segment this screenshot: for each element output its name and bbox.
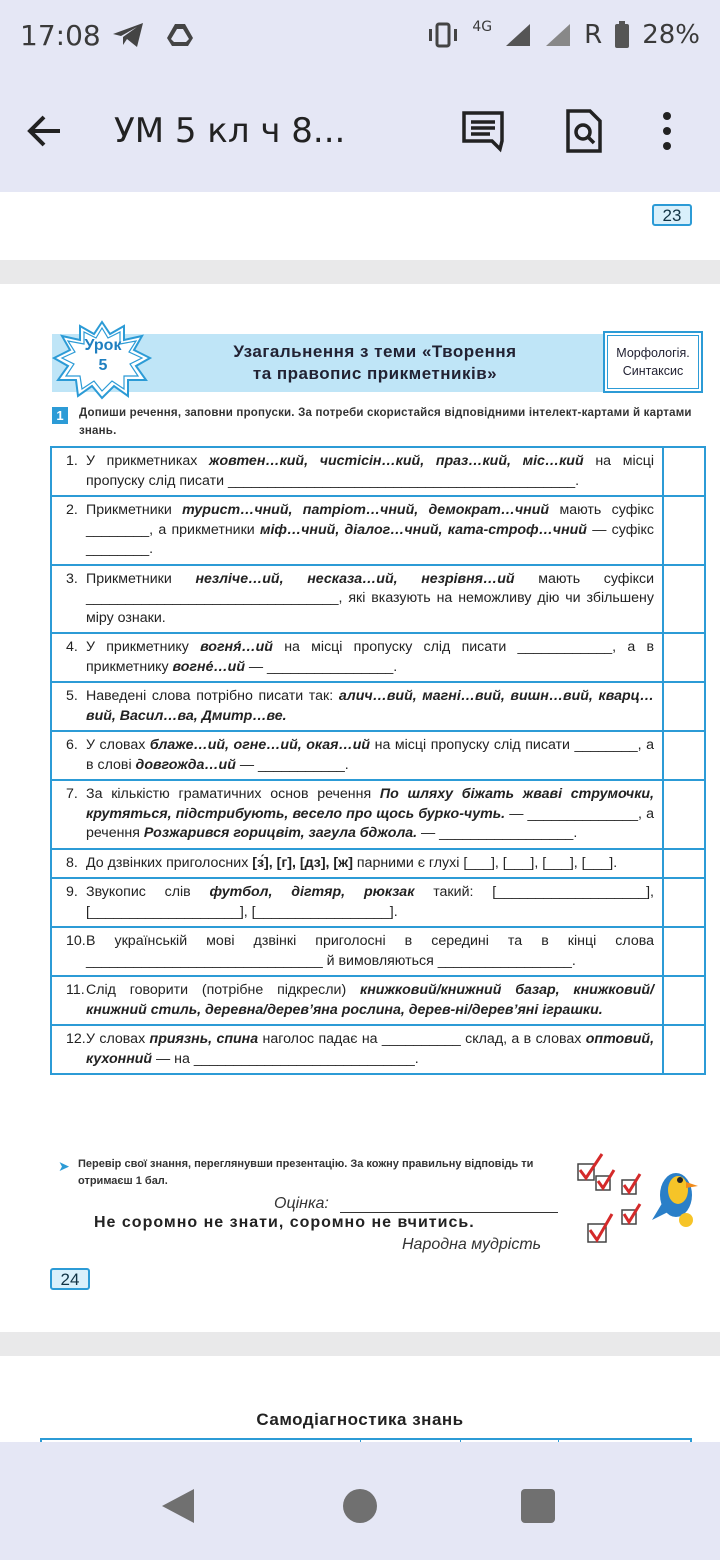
status-bar (0, 0, 720, 70)
question-body: У словах блаже…ий, огне…ий, окая…ий на місці пропуску слід писати ________, а в слові довгожда…ий — ___________. (86, 737, 654, 773)
more-options-icon[interactable] (662, 111, 672, 151)
question-number: 1. (66, 453, 78, 469)
checkmarks-bird-illustration (574, 1150, 704, 1260)
question-number: 6. (66, 737, 78, 753)
question-text (52, 732, 664, 779)
score-cell (664, 977, 704, 1024)
question-text (52, 850, 664, 878)
question-number: 5. (66, 688, 78, 704)
roaming-indicator: R (584, 20, 603, 50)
lesson-title (150, 341, 600, 385)
lesson-badge-number: 5 (98, 357, 108, 374)
network-type: 4G (472, 19, 493, 35)
battery-icon (614, 21, 630, 49)
question-body: Прикметники незліче…ий, несказа…ий, незрівня…ий мають суфікси ________________________________, які вказують на неможливу дію чи збільшену міру ознаки. (86, 570, 654, 626)
comments-icon[interactable] (460, 109, 506, 153)
status-time: 17:08 (20, 18, 101, 52)
question-row (52, 781, 704, 850)
back-arrow-icon[interactable] (24, 113, 64, 149)
question-text (52, 566, 664, 633)
question-text (52, 977, 664, 1024)
question-body: До дзвінких приголосних [з́], [г], [дз], [ж] парними є глухі [___], [___], [___], [___]. (86, 854, 618, 871)
question-number: 10. (66, 933, 86, 949)
question-body: Звукопис слів футбол, дігтяр, рюкзак такий: [___________________], [___________________], [_________________]. (86, 884, 654, 920)
score-cell (664, 566, 704, 633)
nav-home-icon[interactable] (343, 1489, 377, 1523)
grade-label: Оцінка: (274, 1195, 329, 1212)
proverb-source: Народна мудрість (402, 1236, 542, 1253)
score-cell (664, 448, 704, 495)
questions-table (50, 446, 706, 1075)
score-cell (664, 732, 704, 779)
score-cell (664, 683, 704, 730)
question-body: У прикметниках жовтен…кий, чистісін…кий, праз…кий, міс…кий на місці пропуску слід писати ____________________________________________. (86, 453, 655, 489)
topic-line-1: Морфологія. (616, 346, 690, 360)
document-title: УМ 5 кл ч 8... (114, 111, 346, 151)
question-row (52, 1026, 704, 1073)
arrow-icon: ➤ (58, 1158, 70, 1174)
question-body: В українській мові дзвінкі приголосні в середині та в кінці слова ______________________________ й вимовляються _________________. (86, 933, 654, 969)
document-viewer[interactable] (0, 192, 720, 1442)
question-body: У словах приязнь, спина наголос падає на __________ склад, а в словах оптовий, кухонний — на ____________________________. (86, 1031, 655, 1067)
question-row (52, 634, 704, 683)
question-row (52, 732, 704, 781)
score-cell (664, 781, 704, 848)
question-text (52, 448, 664, 495)
self-diagnostics-title: Самодіагностика знань (256, 1410, 464, 1429)
question-body: У прикметнику вогня́…ий на місці пропуску слід писати ____________, а в прикметнику вогне́…ий — ________________. (86, 639, 655, 675)
question-text (52, 683, 664, 730)
page-number-24: 24 (50, 1268, 90, 1290)
question-row (52, 977, 704, 1026)
proverb: Не соромно не знати, соромно не вчитись. (94, 1214, 475, 1231)
score-cell (664, 928, 704, 975)
question-number: 8. (66, 854, 78, 871)
lesson-badge-label: Урок (84, 337, 122, 354)
page-number-23: 23 (652, 204, 692, 226)
lesson-title-line-1: Узагальнення з теми «Творення (233, 342, 517, 361)
lesson-title-line-2: та правопис прикметників» (252, 364, 498, 383)
topic-box (603, 331, 703, 393)
topic-line-2: Синтаксис (622, 364, 684, 378)
document-page (0, 284, 720, 1332)
question-row (52, 850, 704, 880)
question-row (52, 448, 704, 497)
nav-recents-icon[interactable] (521, 1489, 555, 1523)
question-body: Прикметники турист…чний, патріот…чний, демократ…чний мають суфікс ________, а прикметники міф…чний, діалог…чний, ката-строф…чний — суфікс ________. (86, 502, 654, 557)
battery-level: 28% (642, 20, 700, 50)
drive-icon (165, 21, 195, 49)
question-text (52, 634, 664, 681)
question-body: Наведені слова потрібно писати так: алич…вий, магні…вий, вишн…вий, кварц…вий, Васил…ва, Дмитр…ве. (86, 688, 654, 724)
question-row (52, 683, 704, 732)
nav-back-icon[interactable] (160, 1487, 196, 1525)
telegram-icon (111, 21, 145, 49)
question-row (52, 928, 704, 977)
question-text (52, 879, 664, 926)
vibrate-icon (426, 21, 460, 49)
grade-line (340, 1212, 558, 1213)
question-text (52, 1026, 664, 1073)
question-number: 11. (66, 982, 85, 998)
question-number: 2. (66, 502, 78, 518)
question-text (52, 781, 664, 848)
task-instruction: Допиши речення, заповни пропуски. За потреби скористайся відповідними інтелект-картами й картами знань. (79, 407, 692, 437)
question-number: 3. (66, 570, 78, 587)
question-body: За кількістю граматичних основ речення По шляху біжать жваві струмочки, крутяться, підстрибують, весело про щось бурко-чуть. — ______________, а речення Розжарився горицвіт, загула бджола. — _________________. (86, 786, 654, 841)
question-number: 4. (66, 639, 78, 655)
find-in-document-icon[interactable] (564, 108, 604, 154)
question-number: 7. (66, 786, 78, 802)
question-text (52, 497, 664, 564)
task-number: 1 (52, 407, 68, 424)
score-cell (664, 1026, 704, 1073)
score-cell (664, 634, 704, 681)
score-cell (664, 850, 704, 878)
check-knowledge-text: Перевір свої знання, переглянувши презентацію. За кожну правильну відповідь ти отримаєш 1 бал. (78, 1158, 534, 1187)
question-body: Слід говорити (потрібне підкресли) книжковий/книжний базар, книжковий/книжний стиль, деревна/дерев’яна рослина, дерев-ні/дерев’яні іграшки. (86, 982, 654, 1018)
question-number: 12. (66, 1031, 86, 1047)
signal-no-icon (544, 22, 572, 48)
question-number: 9. (66, 884, 78, 900)
question-row (52, 566, 704, 635)
score-cell (664, 497, 704, 564)
signal-icon (504, 22, 532, 48)
app-bar (0, 70, 720, 192)
score-cell (664, 879, 704, 926)
question-text (52, 928, 664, 975)
previous-page (0, 192, 720, 260)
navigation-bar (0, 1442, 720, 1560)
question-row (52, 497, 704, 566)
question-row (52, 879, 704, 928)
